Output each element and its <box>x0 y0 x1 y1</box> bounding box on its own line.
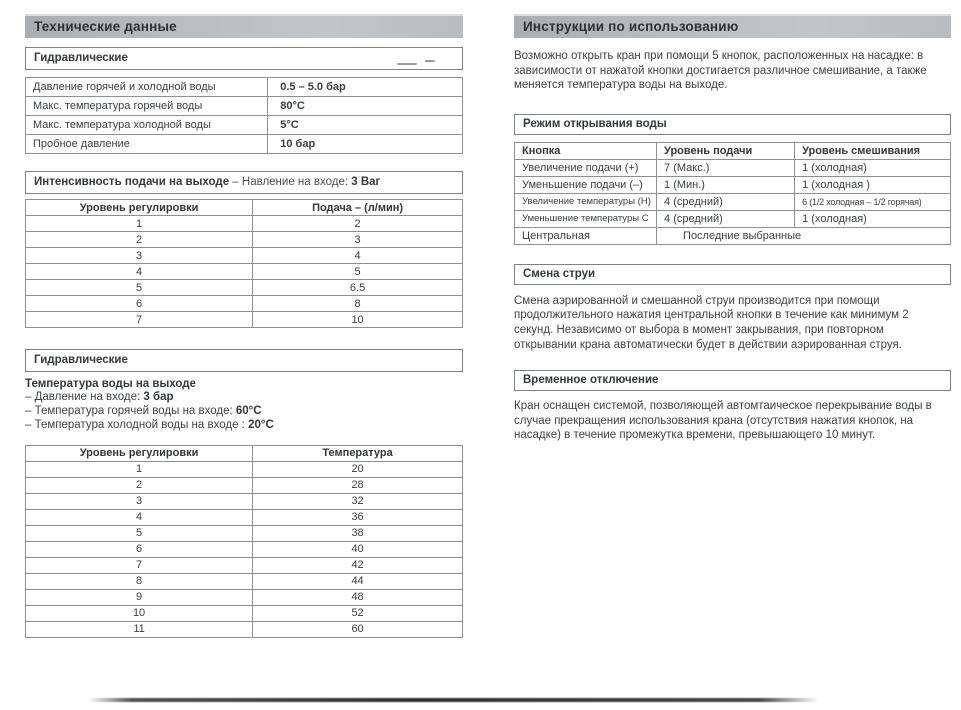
table-cell: Увеличение температуры (H) <box>515 193 657 210</box>
table-row <box>26 541 463 557</box>
table-row <box>26 525 463 541</box>
hydraulic-box-2 <box>25 349 463 372</box>
column-header: Уровень регулировки <box>26 200 253 216</box>
table-cell: 4 <box>253 248 463 264</box>
table-cell: Давление горячей и холодной воды <box>26 78 268 97</box>
table-cell: Увеличение подачи (+) <box>515 159 657 176</box>
flow-levels-table <box>25 199 463 328</box>
table-cell: 1 (холодная ) <box>795 176 951 193</box>
bullet-label: – Температура горячей воды на входе: <box>25 405 236 418</box>
table-cell: 32 <box>253 493 463 509</box>
flow-intensity-title: Интенсивность подачи на выходе <box>34 176 230 188</box>
table-cell: 4 <box>26 264 253 280</box>
table-row <box>26 477 463 493</box>
bullet-value: 20°C <box>248 419 274 432</box>
table-cell: 1 (Мин.) <box>657 176 795 193</box>
right-section-title: Инструкции по использованию <box>523 19 739 34</box>
table-cell: 48 <box>253 589 463 605</box>
table-cell: 3 <box>253 232 463 248</box>
table-cell: 10 бар <box>268 135 463 154</box>
table-row <box>515 210 951 227</box>
table-cell: 42 <box>253 557 463 573</box>
table-row <box>26 248 463 264</box>
timeout-box <box>514 370 951 391</box>
table-cell: 1 (холодная) <box>795 159 951 176</box>
jet-change-box <box>514 264 951 285</box>
left-section-title: Технические данные <box>34 19 177 34</box>
table-cell: 2 <box>26 477 253 493</box>
table-cell: 40 <box>253 541 463 557</box>
bullet-value: 3 бар <box>143 391 174 403</box>
bullet-label: – Давление на входе: <box>25 391 144 403</box>
intro-paragraph: Возможно открыть кран при помощи 5 кнопок, расположенных на насадке: в зависимости от нажатой кнопки достигается различное смешивание, а также меняется температура воды на выходе. <box>514 50 927 92</box>
table-cell: 3 <box>26 248 253 264</box>
instructions-column <box>514 14 951 443</box>
table-row <box>26 97 463 116</box>
technical-data-column <box>25 14 463 638</box>
table-cell: 1 <box>26 461 253 477</box>
flow-intensity-subtitle: – Навление на входе: <box>229 176 352 188</box>
right-section-header <box>514 14 951 38</box>
hydraulic-box-1-title: Гидравлические <box>34 52 128 64</box>
table-cell: 0.5 – 5.0 бар <box>268 78 463 97</box>
table-cell: 5 <box>253 264 463 280</box>
table-header-row <box>515 142 951 159</box>
timeout-title: Временное отключение <box>523 374 659 387</box>
table-cell: 1 (холодная) <box>795 210 951 227</box>
table-cell: 6.5 <box>253 280 463 296</box>
table-header-row <box>26 445 463 461</box>
table-row <box>26 312 463 328</box>
table-cell: Макс. температура холодной воды <box>26 116 268 135</box>
table-cell: 3 <box>26 493 253 509</box>
table-cell: 10 <box>26 605 253 621</box>
column-header: Уровень подачи <box>657 142 795 159</box>
scan-shadow-line <box>88 698 818 702</box>
column-header: Уровень регулировки <box>26 445 253 461</box>
table-cell: 36 <box>253 509 463 525</box>
table-cell: 5 <box>26 525 253 541</box>
water-mode-table <box>514 142 951 245</box>
table-cell: 28 <box>253 477 463 493</box>
table-cell: 20 <box>253 461 463 477</box>
table-row <box>26 621 463 637</box>
table-row <box>26 573 463 589</box>
column-header: Температура <box>253 445 463 461</box>
table-cell: 8 <box>26 573 253 589</box>
bullet-value: 60°C <box>235 405 262 418</box>
table-row-central <box>515 227 951 244</box>
left-section-header <box>25 14 463 38</box>
bullet-hot-water-temp <box>25 404 463 418</box>
table-cell: 10 <box>253 312 463 328</box>
table-cell-merged: Последние выбранные <box>657 227 951 244</box>
table-cell: 2 <box>253 216 463 232</box>
jet-change-paragraph: Смена аэрированной и смешанной струи производится при помощи продолжительного нажатия центральной кнопки в течение как минимум 2 секунд. Независимо от выбора в момент закрывания, при повторном открывании крана автоматически будет в действии аэрированная струя. <box>514 294 909 351</box>
table-cell: 44 <box>253 573 463 589</box>
table-cell: 60 <box>253 621 463 637</box>
table-cell: 4 (средний) <box>657 193 795 210</box>
table-row <box>26 296 463 312</box>
table-row <box>26 116 463 135</box>
hydraulic-box-1 <box>25 47 463 70</box>
jet-change-title: Смена струи <box>523 267 596 280</box>
bullet-label: – Температура холодной воды на входе : <box>25 419 249 432</box>
outlet-temperature-subtitle: Температура воды на выходе <box>25 378 196 390</box>
table-cell: 8 <box>253 296 463 312</box>
table-cell: 2 <box>26 232 253 248</box>
water-mode-title: Режим открывания воды <box>523 117 667 130</box>
hydraulic-params-table <box>25 77 463 154</box>
flow-intensity-value: 3 Ваг <box>351 176 381 188</box>
table-row <box>26 493 463 509</box>
table-row <box>26 232 463 248</box>
table-cell: 6 <box>26 541 253 557</box>
table-row <box>26 605 463 621</box>
table-cell: 7 <box>26 557 253 573</box>
table-cell: 6 <box>26 296 253 312</box>
hydraulic-box-2-title: Гидравлические <box>34 354 128 366</box>
bullet-cold-water-temp <box>25 418 463 432</box>
scan-artifact <box>397 63 417 65</box>
bullet-inlet-pressure <box>25 390 463 404</box>
table-row <box>26 461 463 477</box>
column-header: Подача – (л/мин) <box>253 200 463 216</box>
table-cell: 7 <box>26 312 253 328</box>
table-row <box>26 280 463 296</box>
table-row <box>515 176 951 193</box>
column-header: Кнопка <box>515 142 657 159</box>
table-row <box>26 509 463 525</box>
table-row <box>515 159 951 176</box>
scan-artifact <box>425 60 435 62</box>
table-cell: Уменьшение температуры C <box>515 210 657 227</box>
flow-intensity-box <box>25 171 463 194</box>
table-cell: 52 <box>253 605 463 621</box>
table-cell: 4 <box>26 509 253 525</box>
timeout-paragraph: Кран оснащен системой, позволяющей автомтаическое перекрывание воды в случае прекращения использования крана (отсутствия нажатия кнопок, на насадке) в течение промежутка времени, превышающего 10 минут. <box>514 400 932 442</box>
table-cell: 7 (Макс.) <box>657 159 795 176</box>
temperature-levels-table <box>25 445 463 638</box>
table-cell: 11 <box>26 621 253 637</box>
table-cell: 1 <box>26 216 253 232</box>
table-cell: Пробное давление <box>26 135 268 154</box>
column-header: Уровень смешивания <box>795 142 951 159</box>
table-cell: Центральная <box>515 227 657 244</box>
table-cell: 5 <box>26 280 253 296</box>
water-mode-box <box>514 114 951 135</box>
table-row <box>26 216 463 232</box>
table-header-row <box>26 200 463 216</box>
table-cell: 9 <box>26 589 253 605</box>
table-cell: Макс. температура горячей воды <box>26 97 268 116</box>
table-cell: 80°C <box>268 97 463 116</box>
table-row <box>515 193 951 210</box>
table-cell: 5°C <box>268 116 463 135</box>
table-cell: 6 (1/2 холодная – 1/2 горячая) <box>795 193 951 210</box>
table-row <box>26 589 463 605</box>
table-row <box>26 135 463 154</box>
table-row <box>26 557 463 573</box>
table-cell: 38 <box>253 525 463 541</box>
table-row <box>26 264 463 280</box>
table-cell: Уменьшение подачи (–) <box>515 176 657 193</box>
table-cell: 4 (средний) <box>657 210 795 227</box>
table-row <box>26 78 463 97</box>
